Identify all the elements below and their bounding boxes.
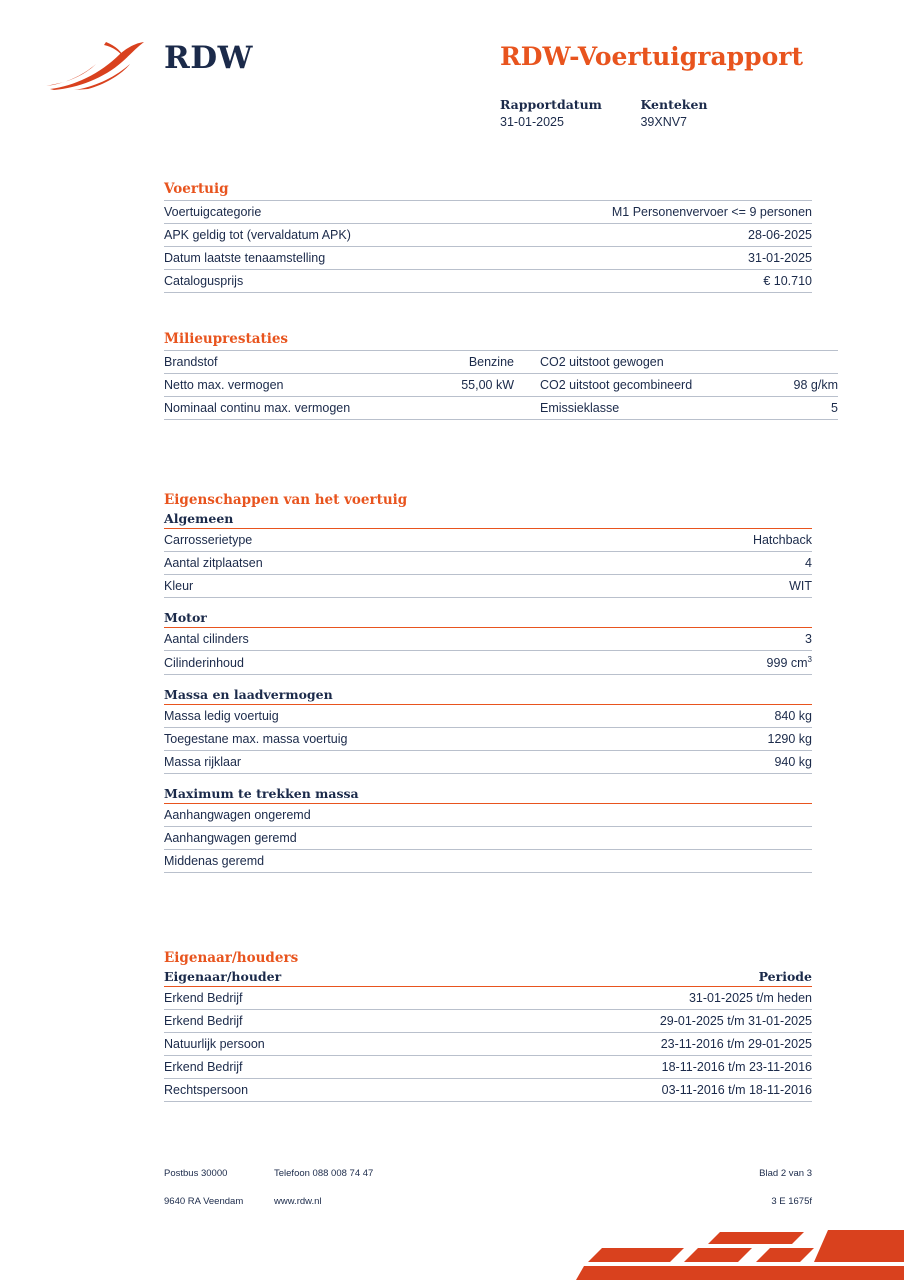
section-environment — [164, 331, 838, 420]
subsection-title-mass: Massa en laadvermogen — [164, 687, 333, 703]
table-row — [164, 651, 812, 675]
table-row — [164, 1056, 812, 1079]
page-title: RDW-Voertuigrapport — [500, 42, 804, 71]
row-label-2: CO2 uitstoot gecombineerd — [532, 374, 730, 397]
general-table — [164, 528, 812, 598]
section-properties — [164, 492, 812, 873]
table-row — [164, 529, 812, 552]
row-label: Aanhangwagen geremd — [164, 827, 488, 850]
rdw-logo — [44, 34, 294, 94]
owner-name: Erkend Bedrijf — [164, 1056, 488, 1079]
table-row — [164, 224, 812, 247]
owners-col2-header: Periode — [758, 969, 812, 984]
section-title-owners: Eigenaar/houders — [164, 950, 299, 966]
row-value — [459, 397, 532, 420]
table-row — [164, 1033, 812, 1056]
report-date-block — [500, 96, 636, 132]
row-value: Benzine — [459, 351, 532, 374]
row-label-2: Emissieklasse — [532, 397, 730, 420]
row-value — [488, 850, 812, 873]
row-label: Massa ledig voertuig — [164, 705, 488, 728]
document-header — [0, 0, 904, 150]
owners-col1-header: Eigenaar/houder — [164, 969, 282, 984]
footer-address-line2: 9640 RA Veendam — [164, 1196, 244, 1207]
row-label: Datum laatste tenaamstelling — [164, 247, 488, 270]
row-value-2 — [730, 351, 838, 374]
displacement-exponent: 3 — [807, 655, 812, 664]
row-label: Aantal zitplaatsen — [164, 552, 488, 575]
owner-name: Erkend Bedrijf — [164, 1010, 488, 1033]
row-label: Kleur — [164, 575, 488, 598]
row-label: Massa rijklaar — [164, 751, 488, 774]
row-value: 1290 kg — [488, 728, 812, 751]
row-label: APK geldig tot (vervaldatum APK) — [164, 224, 488, 247]
report-meta — [500, 96, 860, 132]
owner-period: 03-11-2016 t/m 18-11-2016 — [488, 1079, 812, 1102]
subsection-title-engine: Motor — [164, 610, 207, 625]
row-value: Hatchback — [488, 529, 812, 552]
row-label: Toegestane max. massa voertuig — [164, 728, 488, 751]
row-value-2: 98 g/km — [730, 374, 838, 397]
towing-table — [164, 803, 812, 873]
owner-period: 31-01-2025 t/m heden — [488, 987, 812, 1010]
row-label: Netto max. vermogen — [164, 374, 459, 397]
table-row — [164, 827, 812, 850]
row-value: 840 kg — [488, 705, 812, 728]
row-value-displacement — [488, 651, 812, 675]
rdw-stripes-graphic — [484, 1208, 904, 1280]
table-row — [164, 247, 812, 270]
table-row — [164, 374, 838, 397]
row-label: Cilinderinhoud — [164, 651, 488, 675]
footer-address-line1: Postbus 30000 — [164, 1168, 228, 1179]
section-vehicle — [164, 181, 812, 293]
licence-block — [640, 96, 707, 132]
mass-table — [164, 704, 812, 774]
table-row — [164, 552, 812, 575]
table-row — [164, 1010, 812, 1033]
row-value: € 10.710 — [488, 270, 812, 293]
footer-row-1 — [164, 1168, 812, 1196]
footer-phone: Telefoon 088 008 74 47 — [274, 1168, 374, 1179]
row-value-2: 5 — [730, 397, 838, 420]
table-row — [164, 575, 812, 598]
licence-label: Kenteken — [640, 97, 708, 112]
owner-period: 18-11-2016 t/m 23-11-2016 — [488, 1056, 812, 1079]
table-row — [164, 850, 812, 873]
rdw-swoosh-logo — [44, 40, 154, 94]
table-row — [164, 987, 812, 1010]
table-row — [164, 728, 812, 751]
subsection-title-general: Algemeen — [164, 511, 234, 526]
table-row — [164, 751, 812, 774]
engine-table — [164, 627, 812, 675]
footer-form-code: 3 E 1675f — [771, 1196, 812, 1207]
row-label: Aanhangwagen ongeremd — [164, 804, 488, 827]
licence-value: 39XNV7 — [640, 115, 688, 129]
table-row — [164, 804, 812, 827]
row-value: WIT — [488, 575, 812, 598]
row-label: Catalogusprijs — [164, 270, 488, 293]
owner-name: Erkend Bedrijf — [164, 987, 488, 1010]
section-title-environment: Milieuprestaties — [164, 331, 289, 347]
row-label: Middenas geremd — [164, 850, 488, 873]
rdw-wordmark: RDW — [164, 40, 253, 76]
row-value: 3 — [488, 628, 812, 651]
row-value: M1 Personenvervoer <= 9 personen — [488, 201, 812, 224]
table-row — [164, 270, 812, 293]
owner-period: 29-01-2025 t/m 31-01-2025 — [488, 1010, 812, 1033]
row-value — [488, 804, 812, 827]
report-date-value: 31-01-2025 — [500, 115, 564, 129]
row-label: Voertuigcategorie — [164, 201, 488, 224]
table-row — [164, 201, 812, 224]
subsection-title-towing: Maximum te trekken massa — [164, 786, 359, 802]
section-title-vehicle: Voertuig — [164, 181, 229, 197]
displacement-value: 999 cm — [766, 656, 808, 671]
table-row — [164, 397, 838, 420]
section-title-properties: Eigenschappen van het voertuig — [164, 492, 408, 508]
report-date-label: Rapportdatum — [500, 97, 602, 112]
owner-name: Natuurlijk persoon — [164, 1033, 488, 1056]
row-label-2: CO2 uitstoot gewogen — [532, 351, 730, 374]
row-value: 55,00 kW — [459, 374, 532, 397]
section-owners — [164, 950, 812, 1102]
table-row — [164, 1079, 812, 1102]
owner-name: Rechtspersoon — [164, 1079, 488, 1102]
table-row — [164, 351, 838, 374]
row-value: 940 kg — [488, 751, 812, 774]
row-value: 4 — [488, 552, 812, 575]
owner-period: 23-11-2016 t/m 29-01-2025 — [488, 1033, 812, 1056]
row-value: 31-01-2025 — [488, 247, 812, 270]
footer-page-number: Blad 2 van 3 — [759, 1168, 812, 1179]
owners-table — [164, 986, 812, 1102]
row-value: 28-06-2025 — [488, 224, 812, 247]
row-value — [488, 827, 812, 850]
row-label: Aantal cilinders — [164, 628, 488, 651]
table-row — [164, 705, 812, 728]
table-row — [164, 628, 812, 651]
row-label: Nominaal continu max. vermogen — [164, 397, 459, 420]
vehicle-table — [164, 200, 812, 293]
environment-table — [164, 350, 838, 420]
row-label: Brandstof — [164, 351, 459, 374]
owners-header-row — [164, 969, 812, 984]
row-label: Carrosserietype — [164, 529, 488, 552]
footer-website[interactable]: www.rdw.nl — [274, 1196, 322, 1207]
